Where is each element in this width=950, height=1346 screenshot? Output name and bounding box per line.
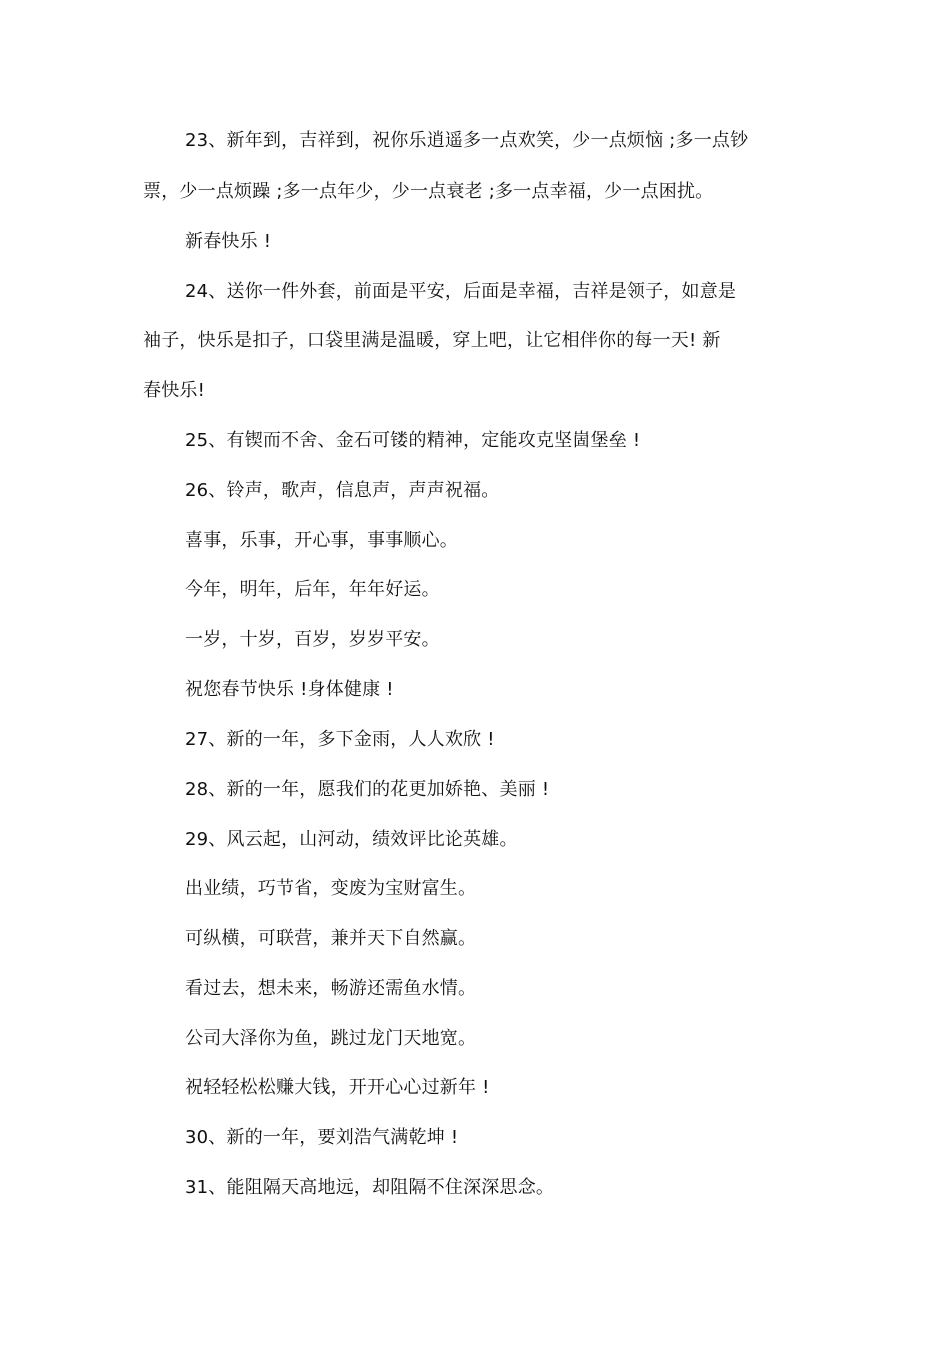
text-line-30: 30、新的一年，要刘浩气满乾坤 !	[185, 1127, 459, 1148]
text-line-26e: 祝您春节快乐 !身体健康 !	[185, 679, 394, 700]
text-line-29b: 出业绩，巧节省，变废为宝财富生。	[185, 878, 477, 899]
text-line-28: 28、新的一年，愿我们的花更加娇艳、美丽 !	[185, 779, 550, 800]
text-line-24b: 袖子，快乐是扣子，口袋里满是温暖，穿上吧，让它相伴你的每一天! 新	[143, 330, 721, 351]
text-line-23c: 新春快乐 !	[185, 231, 272, 252]
text-line-24a: 24、送你一件外套，前面是平安，后面是幸福，吉祥是领子，如意是	[185, 281, 737, 302]
text-line-23b: 票，少一点烦躁 ;多一点年少，少一点衰老 ;多一点幸福，少一点困扰。	[143, 181, 714, 202]
text-line-25: 25、有锲而不舍、金石可镂的精神，定能攻克坚崮堡垒 !	[185, 430, 641, 451]
text-line-31: 31、能阻隔天高地远，却阻隔不住深深思念。	[185, 1177, 555, 1198]
text-line-27: 27、新的一年，多下金雨，人人欢欣 !	[185, 729, 495, 750]
text-line-24c: 春快乐!	[143, 380, 206, 401]
text-line-26c: 今年，明年，后年，年年好运。	[185, 579, 440, 600]
text-line-26d: 一岁，十岁，百岁，岁岁平安。	[185, 629, 440, 650]
text-line-29a: 29、风云起，山河动，绩效评比论英雄。	[185, 829, 518, 850]
text-line-23a: 23、新年到，吉祥到，祝你乐逍遥多一点欢笑，少一点烦恼 ;多一点钞	[185, 130, 749, 151]
text-line-29d: 看过去，想未来，畅游还需鱼水情。	[185, 978, 477, 999]
text-line-29c: 可纵横，可联营，兼并天下自然赢。	[185, 928, 477, 949]
text-line-29e: 公司大泽你为鱼，跳过龙门天地宽。	[185, 1028, 477, 1049]
text-line-29f: 祝轻轻松松赚大钱，开开心心过新年 !	[185, 1077, 490, 1098]
text-line-26a: 26、铃声，歌声，信息声，声声祝福。	[185, 480, 500, 501]
text-line-26b: 喜事，乐事，开心事，事事顺心。	[185, 530, 458, 551]
